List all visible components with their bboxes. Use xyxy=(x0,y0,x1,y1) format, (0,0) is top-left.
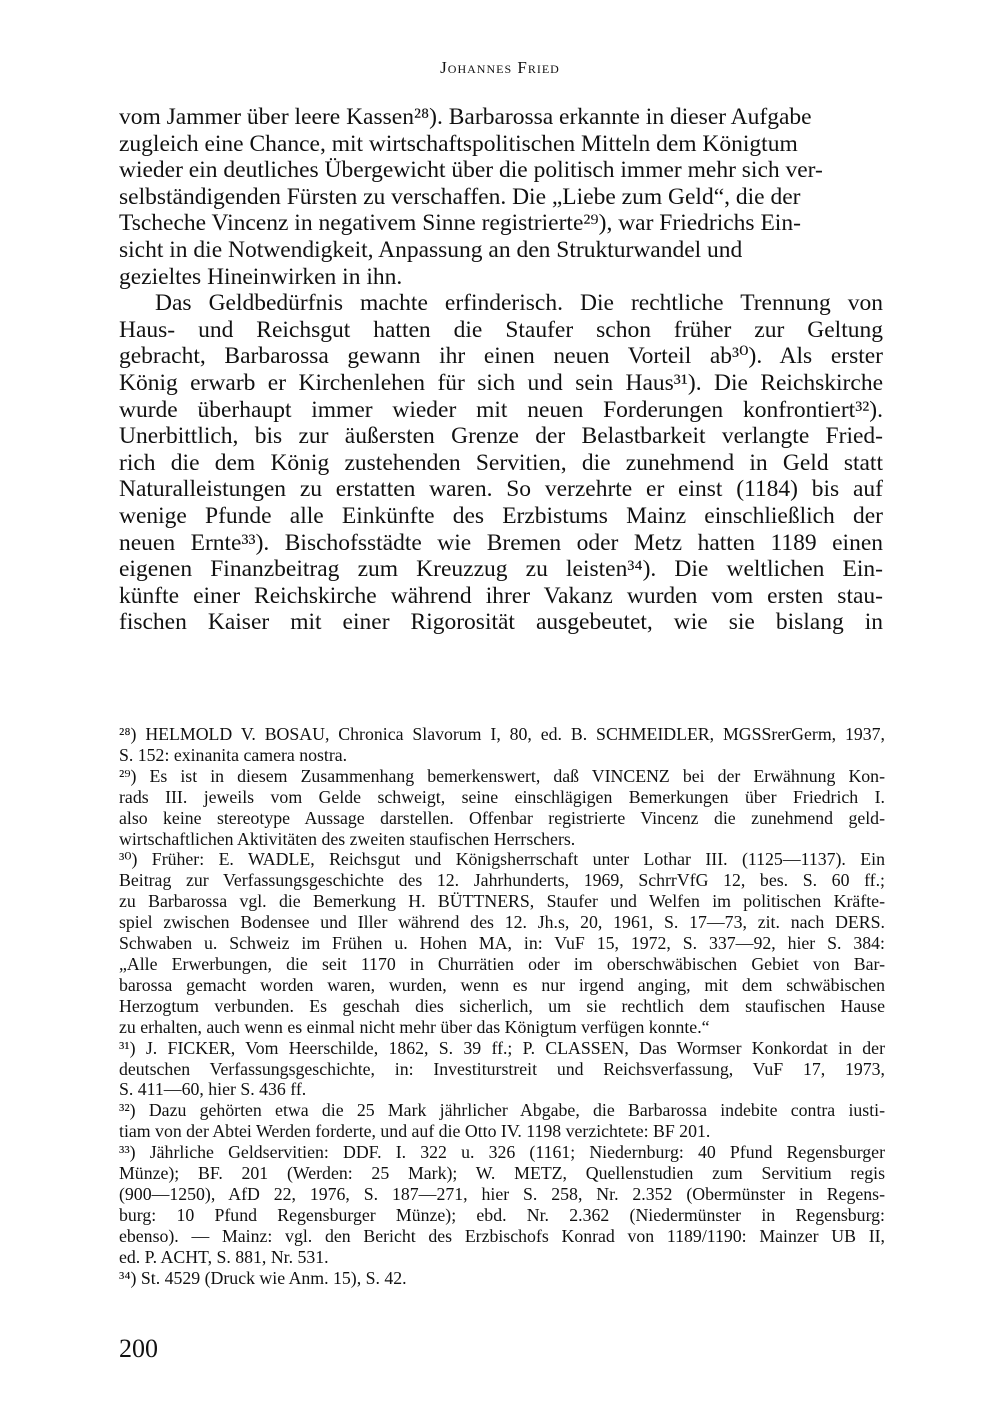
footnote-line: barossa gemacht worden waren, wurden, wenn es nur irgend anging, mit dem schwäbischen xyxy=(119,974,885,995)
text-line: künfte einer Reichskirche während ihrer Vakanz wurden vom ersten stau- xyxy=(119,582,883,609)
text-line: gezieltes Hineinwirken in ihn. xyxy=(119,263,403,290)
footnote-line: also keine stereotype Aussage darstellen. Offenbar registrierte Vincenz die zunehmend geld- xyxy=(119,807,885,828)
footnote-line: Beitrag zur Verfassungsgeschichte des 12. Jahrhunderts, 1969, SchrrVfG 12, bes. S. 60 ff.; xyxy=(119,870,885,891)
text-line: König erwarb er Kirchenlehen für sich und sein Haus³¹). Die Reichskirche xyxy=(119,369,883,396)
footnote-30 xyxy=(119,849,885,1037)
footnote-line: ³¹) J. FICKER, Vom Heerschilde, 1862, S. 39 ff.; P. CLASSEN, Das Wormser Konkordat in der xyxy=(119,1037,885,1058)
footnote-line: „Alle Erwerbungen, die seit 1170 in Churrätien oder im oberschwäbischen Gebiet von Bar- xyxy=(119,953,885,974)
footnote-line: Münze); BF. 201 (Werden: 25 Mark); W. METZ, Quellenstudien zum Servitium regis xyxy=(119,1163,885,1184)
footnote-line: burg: 10 Pfund Regensburger Münze); ebd. Nr. 2.362 (Niedermünster in Regensburg: xyxy=(119,1204,885,1225)
footnote-line: (900—1250), AfD 22, 1976, S. 187—271, hier S. 258, Nr. 2.352 (Obermünster in Regens- xyxy=(119,1183,885,1204)
footnote-line: ed. P. ACHT, S. 881, Nr. 531. xyxy=(119,1246,329,1267)
text-line: Das Geldbedürfnis machte erfinderisch. Die rechtliche Trennung von xyxy=(155,290,883,317)
footnote-line: wirtschaftlichen Aktivitäten des zweiten staufischen Herrschers. xyxy=(119,828,576,849)
footnote-34 xyxy=(119,1268,885,1289)
text-line: neuen Ernte³³). Bischofsstädte wie Bremen oder Metz hatten 1189 einen xyxy=(119,529,883,556)
footnote-line: S. 152: exinanita camera nostra. xyxy=(119,744,348,765)
paragraph-1 xyxy=(119,104,883,290)
footnote-line: Schwaben u. Schweiz im Frühen u. Hohen MA, in: VuF 15, 1972, S. 337—92, hier S. 384: xyxy=(119,933,885,954)
paragraph-2 xyxy=(119,290,883,636)
footnote-33 xyxy=(119,1142,885,1267)
text-line: vom Jammer über leere Kassen²⁸). Barbarossa erkannte in dieser Aufgabe xyxy=(119,104,812,130)
footnote-line: ²⁸) HELMOLD V. BOSAU, Chronica Slavorum I, 80, ed. B. SCHMEIDLER, MGSSrerGerm, 1937, xyxy=(119,724,885,744)
page-number: 200 xyxy=(119,1334,158,1363)
footnote-line: ³⁴) St. 4529 (Druck wie Anm. 15), S. 42. xyxy=(119,1267,407,1288)
footnote-29 xyxy=(119,766,885,850)
running-header: Johannes Fried xyxy=(440,58,560,77)
text-line: rich die dem König zustehenden Servitien, die zunehmend in Geld statt xyxy=(119,449,883,476)
footnote-31 xyxy=(119,1038,885,1101)
footnote-line: zu erhalten, auch wenn es einmal nicht mehr über das Königtum verfügen konnte.“ xyxy=(119,1016,710,1037)
footnote-line: ²⁹) Es ist in diesem Zusammenhang bemerkenswert, daß VINCENZ bei der Erwähnung Kon- xyxy=(119,765,885,786)
footnote-line: tiam von der Abtei Werden forderte, und auf die Otto IV. 1198 verzichtete: BF 201. xyxy=(119,1121,711,1142)
footnote-line: ³²) Dazu gehörten etwa die 25 Mark jährlicher Abgabe, die Barbarossa indebite contra iusti- xyxy=(119,1100,885,1121)
footnote-line: spiel zwischen Bodensee und Iller während des 12. Jh.s, 20, 1961, S. 17—73, zit. nach DERS. xyxy=(119,912,885,933)
footnote-line: zu Barbarossa vgl. die Bemerkung H. BÜTTNERS, Staufer und Welfen im politischen Kräfte- xyxy=(119,891,885,912)
footnote-line: ³⁰) Früher: E. WADLE, Reichsgut und Königsherrschaft unter Lothar III. (1125—1137). Ein xyxy=(119,849,885,870)
text-line: eigenen Finanzbeitrag zum Kreuzzug zu leisten³⁴). Die weltlichen Ein- xyxy=(119,556,883,583)
text-line: zugleich eine Chance, mit wirtschaftspolitischen Mitteln dem Königtum xyxy=(119,130,798,157)
footnote-line: ebenso). — Mainz: vgl. den Bericht des Erzbischofs Konrad von 1189/1190: Mainzer UB II, xyxy=(119,1225,885,1246)
text-line: Unerbittlich, bis zur äußersten Grenze der Belastbarkeit verlangte Fried- xyxy=(119,423,883,450)
text-line: fischen Kaiser mit einer Rigorosität ausgebeutet, wie sie bislang in xyxy=(119,609,883,636)
text-line: wenige Pfunde alle Einkünfte des Erzbistums Mainz einschließlich der xyxy=(119,502,883,529)
main-text xyxy=(119,104,883,636)
text-line: Naturalleistungen zu erstatten waren. So verzehrte er einst (1184) bis auf xyxy=(119,476,883,503)
text-line: selbständigenden Fürsten zu verschaffen. Die „Liebe zum Geld“, die der xyxy=(119,183,801,210)
footnote-line: S. 411—60, hier S. 436 ff. xyxy=(119,1079,307,1100)
text-line: Haus- und Reichsgut hatten die Staufer schon früher zur Geltung xyxy=(119,316,883,343)
text-line: gebracht, Barbarossa gewann ihr einen neuen Vorteil ab³⁰). Als erster xyxy=(119,343,883,370)
text-line: wieder ein deutliches Übergewicht über die politisch immer mehr sich ver- xyxy=(119,157,823,184)
text-line: wurde überhaupt immer wieder mit neuen Forderungen konfrontiert³²). xyxy=(119,396,883,423)
text-line: sicht in die Notwendigkeit, Anpassung an den Strukturwandel und xyxy=(119,236,743,263)
footnote-line: Herzogtum verbunden. Es geschah dies sicherlich, um sie rechtlich dem staufischen Hause xyxy=(119,995,885,1016)
footnotes xyxy=(119,724,885,1288)
footnote-line: rads III. jeweils vom Gelde schweigt, seine einschlägigen Bemerkungen über Friedrich I. xyxy=(119,786,885,807)
text-line: Tscheche Vincenz in negativem Sinne registrierte²⁹), war Friedrichs Ein- xyxy=(119,210,801,237)
footnote-line: ³³) Jährliche Geldservitien: DDF. I. 322 u. 326 (1161; Niedernburg: 40 Pfund Regensburger xyxy=(119,1142,885,1163)
footnote-line: deutschen Verfassungsgeschichte, in: Investiturstreit und Reichsverfassung, VuF 17, 1973, xyxy=(119,1058,885,1079)
footnote-32 xyxy=(119,1100,885,1142)
footnote-28 xyxy=(119,724,885,766)
